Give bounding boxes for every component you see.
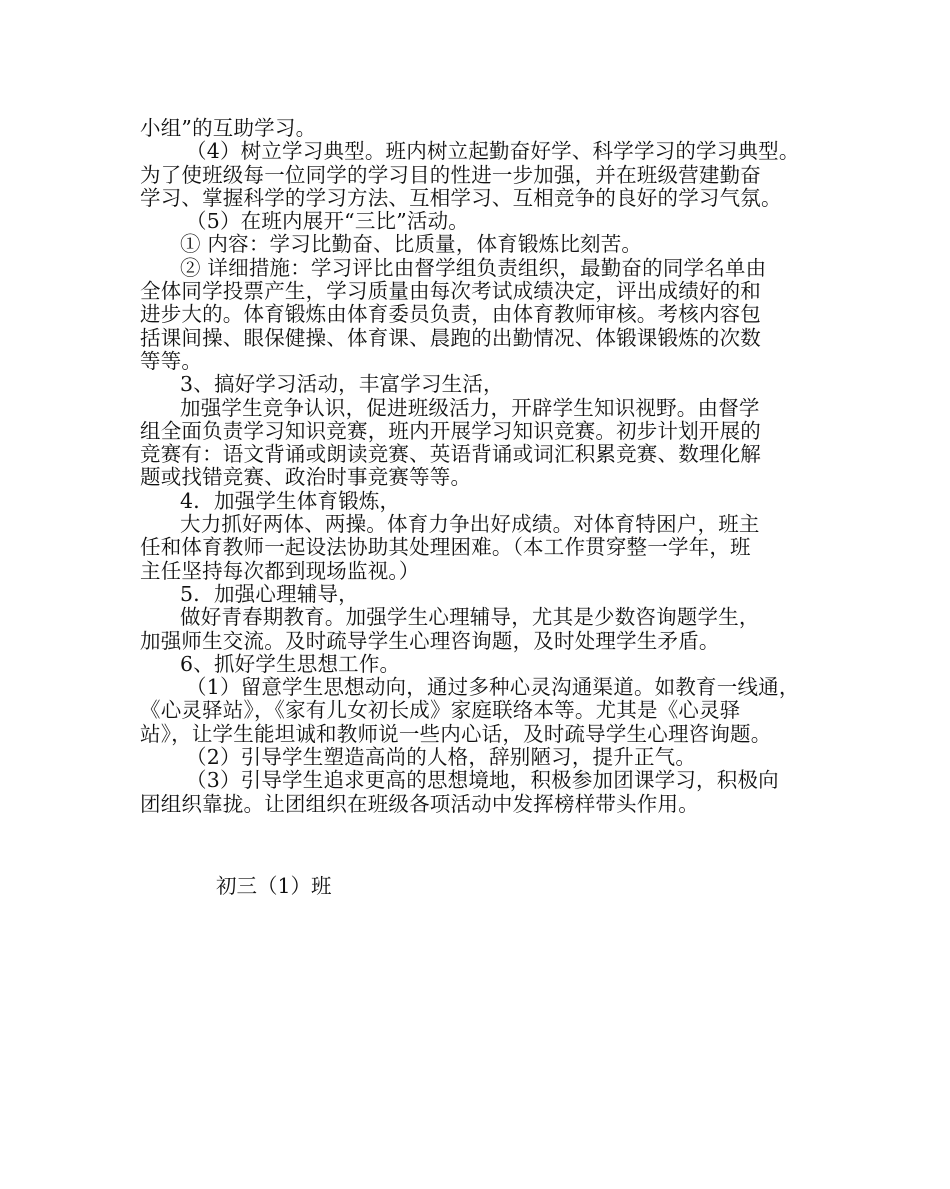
text-line: 做好青春期教育。加强学生心理辅导，尤其是少数咨询题学生， xyxy=(180,605,760,630)
text-line: 竞赛有：语文背诵或朗读竞赛、英语背诵或词汇积累竞赛、数理化解 xyxy=(140,442,761,467)
text-line: 4．加强学生体育锻炼， xyxy=(180,488,401,513)
text-line: （5）在班内展开“三比”活动。 xyxy=(186,209,470,234)
text-line: （2）引导学生塑造高尚的人格，辞别陋习，提升正气。 xyxy=(186,745,697,770)
text-line: 为了使班级每一位同学的学习目的性进一步加强，并在班级营建勤奋 xyxy=(140,162,761,187)
text-line: 等等。 xyxy=(140,348,203,373)
text-line: 加强学生竞争认识，促进班级活力，开辟学生知识视野。由督学 xyxy=(180,395,760,420)
text-line: ① 内容：学习比勤奋、比质量，体育锻炼比刻苦。 xyxy=(180,232,643,257)
text-line: 5．加强心理辅导， xyxy=(180,581,359,606)
text-line: 加强师生交流。及时疏导学生心理咨询题，及时处理学生矛盾。 xyxy=(140,628,720,653)
text-line: （1）留意学生思想动向，通过多种心灵沟通渠道。如教育一线通， xyxy=(186,675,800,700)
text-line: 学习、掌握科学的学习方法、互相学习、互相竞争的良好的学习气氛。 xyxy=(140,185,782,210)
text-line: 括课间操、眼保健操、体育课、晨跑的出勤情况、体锻课锻炼的次数 xyxy=(140,325,761,350)
text-line: 组全面负责学习知识竞赛，班内开展学习知识竞赛。初步计划开展的 xyxy=(140,418,761,443)
text-line: ② 详细措施：学习评比由督学组负责组织，最勤奋的同学名单由 xyxy=(180,255,767,280)
text-line: 小组”的互助学习。 xyxy=(140,116,317,140)
text-line: （3）引导学生追求更高的思想境地，积极参加团课学习，积极向 xyxy=(186,768,779,793)
text-line: 3、搞好学习活动，丰富学习生活， xyxy=(180,372,504,397)
text-line: 大力抓好两体、两操。体育力争出好成绩。对体育特困户，班主 xyxy=(180,512,760,537)
text-line: 主任坚持每次都到现场监视。） xyxy=(140,558,420,583)
text-line: 任和体育教师一起设法协助其处理困难。（本工作贯穿整一学年，班 xyxy=(140,535,751,560)
text-line: 《心灵驿站》，《家有儿女初长成》家庭联络本等。尤其是《心灵驿 xyxy=(140,698,741,723)
text-line: 题或找错竞赛、政治时事竞赛等等。 xyxy=(140,465,472,490)
document-body xyxy=(140,117,830,816)
text-line: 站》，让学生能坦诚和教师说一些内心话，及时疏导学生心理咨询题。 xyxy=(140,721,772,746)
class-signature: 初三（1）班 xyxy=(216,874,332,898)
text-line: 进步大的。体育锻炼由体育委员负责，由体育教师审核。考核内容包 xyxy=(140,302,761,327)
text-line: 团组织靠拢。让团组织在班级各项活动中发挥榜样带头作用。 xyxy=(140,791,699,816)
text-line: 6、抓好学生思想工作。 xyxy=(180,651,401,676)
text-line: （4）树立学习典型。班内树立起勤奋好学、科学学习的学习典型。 xyxy=(186,139,800,164)
text-line: 全体同学投票产生，学习质量由每次考试成绩决定，评出成绩好的和 xyxy=(140,279,761,304)
